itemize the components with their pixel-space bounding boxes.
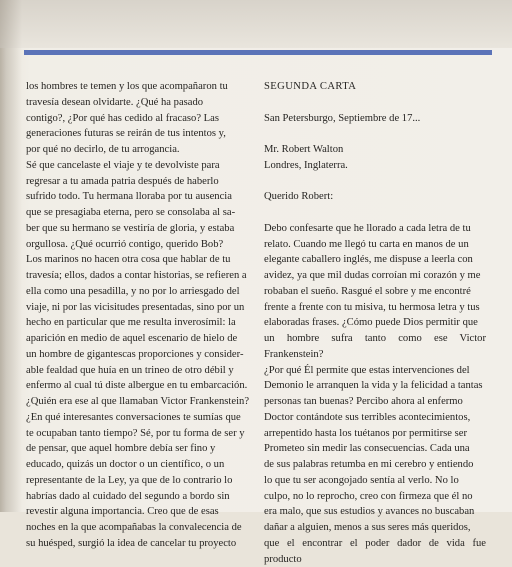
- text-line: un hombre sufra tanto como ese Victor Frankenstein?: [264, 333, 486, 360]
- text-line: Prometeo sin medir las consecuencias. Cada una: [264, 443, 470, 455]
- text-line: ¿En qué interesantes conversaciones te sumías que: [26, 411, 241, 423]
- text-line: generaciones futuras se reirán de tus intentos y,: [26, 128, 226, 140]
- text-line: robaban el sueño. Rasgué el sobre y me encontré: [264, 285, 471, 297]
- text-line: de pensar, que aquel hombre debía ser fino y: [26, 443, 216, 455]
- text-line: Demonio le arranquen la vida y la felicidad a tantas: [264, 380, 483, 392]
- text-line: regresar a tu amada patria después de haberlo: [26, 175, 219, 187]
- place-date: San Petersburgo, Septiembre de 17...: [264, 112, 421, 124]
- text-line: travesía desean olvidarte. ¿Qué ha pasado: [26, 96, 204, 108]
- text-line: su huésped, surgió la idea de cancelar tu proyecto: [26, 537, 237, 549]
- text-line: representante de la Ley, ya que de lo contrario lo: [26, 474, 233, 486]
- text-line: arrepentido hasta los tuétanos por permitirse ser: [264, 427, 467, 439]
- text-line: elegante caballero inglés, me dispuse a leerla con: [264, 254, 473, 266]
- text-line: orgullosa. ¿Qué ocurrió contigo, querido Bob?: [26, 238, 224, 250]
- text-line: que se presagiaba eterna, pero se consolaba al sa-: [26, 207, 236, 218]
- text-line: noches en la que acompañabas la convalecencia de: [26, 522, 242, 533]
- recipient-address: Londres, Inglaterra.: [264, 159, 348, 171]
- text-line: ¿Por qué Él permite que estas intervenciones del: [264, 364, 470, 376]
- text-line: de sus palabras retumba en mi cerebro y entiendo: [264, 459, 474, 470]
- text-line: avidez, ya que mil dudas corroían mi corazón y me: [264, 270, 481, 281]
- text-line: ber que su hermano se vestiría de gloria, y estaba: [26, 222, 235, 234]
- text-line: able fealdad que huía en un trineo de otro débil y: [26, 364, 234, 376]
- text-line: ella como una pesadilla, y no por lo arriesgado del: [26, 285, 240, 297]
- text-line: por qué no decirlo, de tu arrogancia.: [26, 144, 180, 155]
- letter-heading: SEGUNDA CARTA: [264, 81, 357, 92]
- text-line: lo que tu ser acongojado sentía al verlo. No lo: [264, 474, 459, 486]
- text-line: hecho en particular que me resulta inverosímil: la: [26, 317, 236, 329]
- text-line: sufrido todo. Tu hermana lloraba por tu ausencia: [26, 191, 232, 203]
- text-line: viaje, ni por las vicisitudes presentadas, sino por un: [26, 301, 245, 313]
- left-column: [26, 79, 252, 552]
- text-line: que el encontrar el poder dador de vida fue producto: [264, 537, 486, 565]
- text-line: los hombres te temen y los que acompañaron tu: [26, 81, 228, 92]
- top-margin-shade: [0, 0, 512, 48]
- text-line: enfermo al cual tú diste albergue en tu embarcación.: [26, 380, 248, 392]
- text-line: elaboradas frases. ¿Cómo puede Dios permitir que: [264, 317, 478, 329]
- text-line: habrías dado al cuidado del segundo a bordo sin: [26, 490, 230, 502]
- text-line: contigo?, ¿Por qué has cedido al fracaso? Las: [26, 112, 219, 124]
- text-line: culpo, no lo reprocho, creo con firmeza que él no: [264, 490, 473, 502]
- text-line: revestir alguna importancia. Creo que de esas: [26, 506, 219, 518]
- text-line: educado, quizás un doctor o un científico, o un: [26, 459, 225, 470]
- binding-shadow: [0, 0, 22, 512]
- text-line: dañar a alguien, menos a sus seres más queridos,: [264, 522, 471, 533]
- text-line: travesía; ellos, dados a contar historias, se refieren a: [26, 270, 247, 281]
- text-line: Doctor contándote sus terribles acontecimientos,: [264, 411, 471, 423]
- text-line: Sé que cancelaste el viaje y te devolviste para: [26, 159, 220, 171]
- text-line: frente a frente con tu misiva, tu hermosa letra y tus: [264, 301, 480, 313]
- text-line: Los marinos no hacen otra cosa que hablar de tu: [26, 254, 231, 266]
- header-rule: [24, 50, 492, 55]
- text-line: ¿Quién era ese al que llamaban Victor Frankenstein?: [26, 396, 250, 407]
- salutation: Querido Robert:: [264, 191, 334, 203]
- recipient-name: Mr. Robert Walton: [264, 144, 344, 155]
- text-line: relato. Cuando me llegó tu carta en manos de un: [264, 238, 469, 250]
- text-line: un hombre de gigantescas proporciones y consider-: [26, 348, 244, 360]
- text-line: aparición en medio de aquel escenario de hielo de: [26, 333, 238, 344]
- text-line: personas tan buenas? Percibo ahora al enfermo: [264, 396, 463, 407]
- right-column: [264, 79, 486, 567]
- text-line: era malo, que sus estudios y avances no buscaban: [264, 506, 475, 518]
- text-line: Debo confesarte que he llorado a cada letra de tu: [264, 222, 471, 234]
- text-line: te ocupaban tanto tiempo? Sé, por tu forma de ser y: [26, 427, 245, 439]
